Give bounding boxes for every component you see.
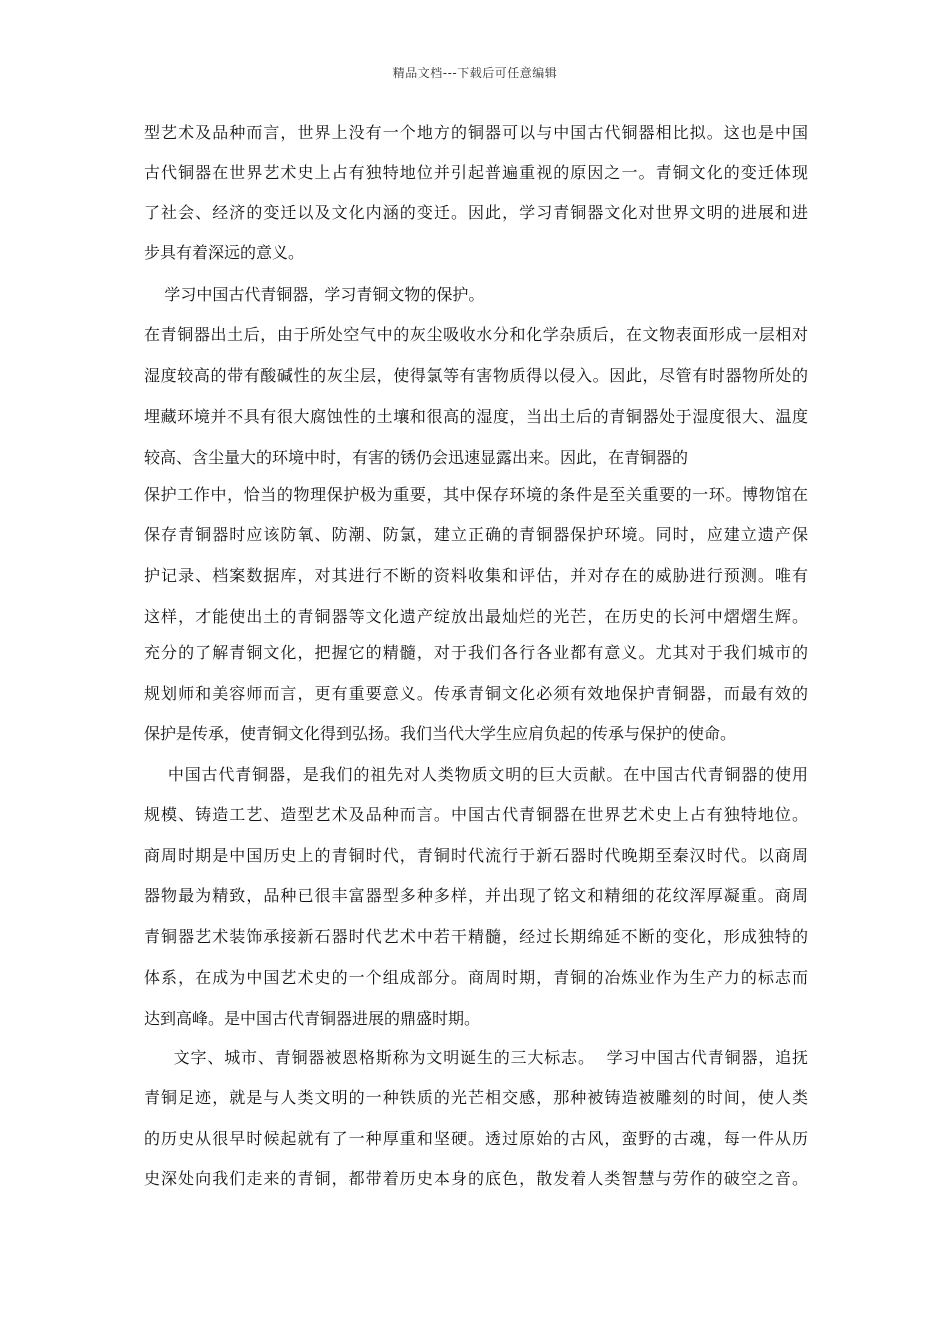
page-header: 精品文档---下载后可任意编辑: [392, 66, 558, 80]
text-line: 保存青铜器时应该防氧、防潮、防氯，建立正确的青铜器保护环境。同时，应建立遗产保: [144, 525, 808, 544]
text-line: 商周时期是中国历史上的青铜时代，青铜时代流行于新石器时代晚期至秦汉时代。以商周: [144, 846, 808, 865]
text-line: 湿度较高的带有酸碱性的灰尘层，使得氯等有害物质得以侵入。因此，尽管有时器物所处的: [144, 366, 808, 385]
text-line: 较高、含尘量大的环境中时，有害的锈仍会迅速显露出来。因此，在青铜器的: [144, 448, 689, 467]
text-line: 史深处向我们走来的青铜，都带着历史本身的底色，散发着人类智慧与劳作的破空之音。: [144, 1169, 808, 1188]
text-line: 埋藏环境并不具有很大腐蚀性的土壤和很高的湿度，当出土后的青铜器处于湿度很大、温度: [144, 407, 808, 426]
text-line: 充分的了解青铜文化，把握它的精髓，对于我们各行各业都有意义。尤其对于我们城市的: [144, 643, 808, 662]
text-line: 达到高峰。是中国古代青铜器进展的鼎盛时期。: [144, 1009, 481, 1028]
text-line: 规划师和美容师而言，更有重要意义。传承青铜文化必须有效地保护青铜器，而最有效的: [144, 684, 808, 703]
text-line: 这样，才能使出土的青铜器等文化遗产绽放出最灿烂的光芒，在历史的长河中熠熠生辉。: [144, 607, 808, 626]
text-line: 古代铜器在世界艺术史上占有独特地位并引起普遍重视的原因之一。青铜文化的变迁体现: [144, 163, 808, 182]
text-line: 护记录、档案数据库，对其进行不断的资料收集和评估，并对存在的威胁进行预测。唯有: [144, 566, 808, 585]
text-line: 步具有着深远的意义。: [144, 243, 305, 262]
text-line: 青铜器艺术装饰承接新石器时代艺术中若干精髓，经过长期绵延不断的变化，形成独特的: [144, 927, 808, 946]
text-line: 保护工作中，恰当的物理保护极为重要，其中保存环境的条件是至关重要的一环。博物馆在: [144, 485, 808, 504]
text-line: 中国古代青铜器，是我们的祖先对人类物质文明的巨大贡献。在中国古代青铜器的使用: [144, 765, 808, 784]
text-line: 器物最为精致，品种已很丰富器型多种多样，并出现了铭文和精细的花纹浑厚凝重。商周: [144, 886, 808, 905]
text-line: 保护是传承，使青铜文化得到弘扬。我们当代大学生应肩负起的传承与保护的使命。: [144, 724, 737, 743]
text-line: 体系，在成为中国艺术史的一个组成部分。商周时期，青铜的冶炼业作为生产力的标志而: [144, 968, 808, 987]
text-line: 文字、城市、青铜器被恩格斯称为文明诞生的三大标志。 学习中国古代青铜器，追抚: [144, 1048, 808, 1067]
text-line: 的历史从很早时候起就有了一种厚重和坚硬。透过原始的古风，蛮野的古魂，每一件从历: [144, 1129, 808, 1148]
text-line: 在青铜器出土后，由于所处空气中的灰尘吸收水分和化学杂质后，在文物表面形成一层相对: [144, 325, 808, 344]
text-line: 规模、铸造工艺、造型艺术及品种而言。中国古代青铜器在世界艺术史上占有独特地位。: [144, 805, 808, 824]
text-line: 了社会、经济的变迁以及文化内涵的变迁。因此，学习青铜器文化对世界文明的进展和进: [144, 203, 808, 222]
text-line: 青铜足迹，就是与人类文明的一种铁质的光芒相交感，那种被铸造被雕刻的时间，使人类: [144, 1088, 808, 1107]
text-line: 型艺术及品种而言，世界上没有一个地方的铜器可以与中国古代铜器相比拟。这也是中国: [144, 123, 808, 142]
text-line: 学习中国古代青铜器，学习青铜文物的保护。: [144, 285, 485, 304]
